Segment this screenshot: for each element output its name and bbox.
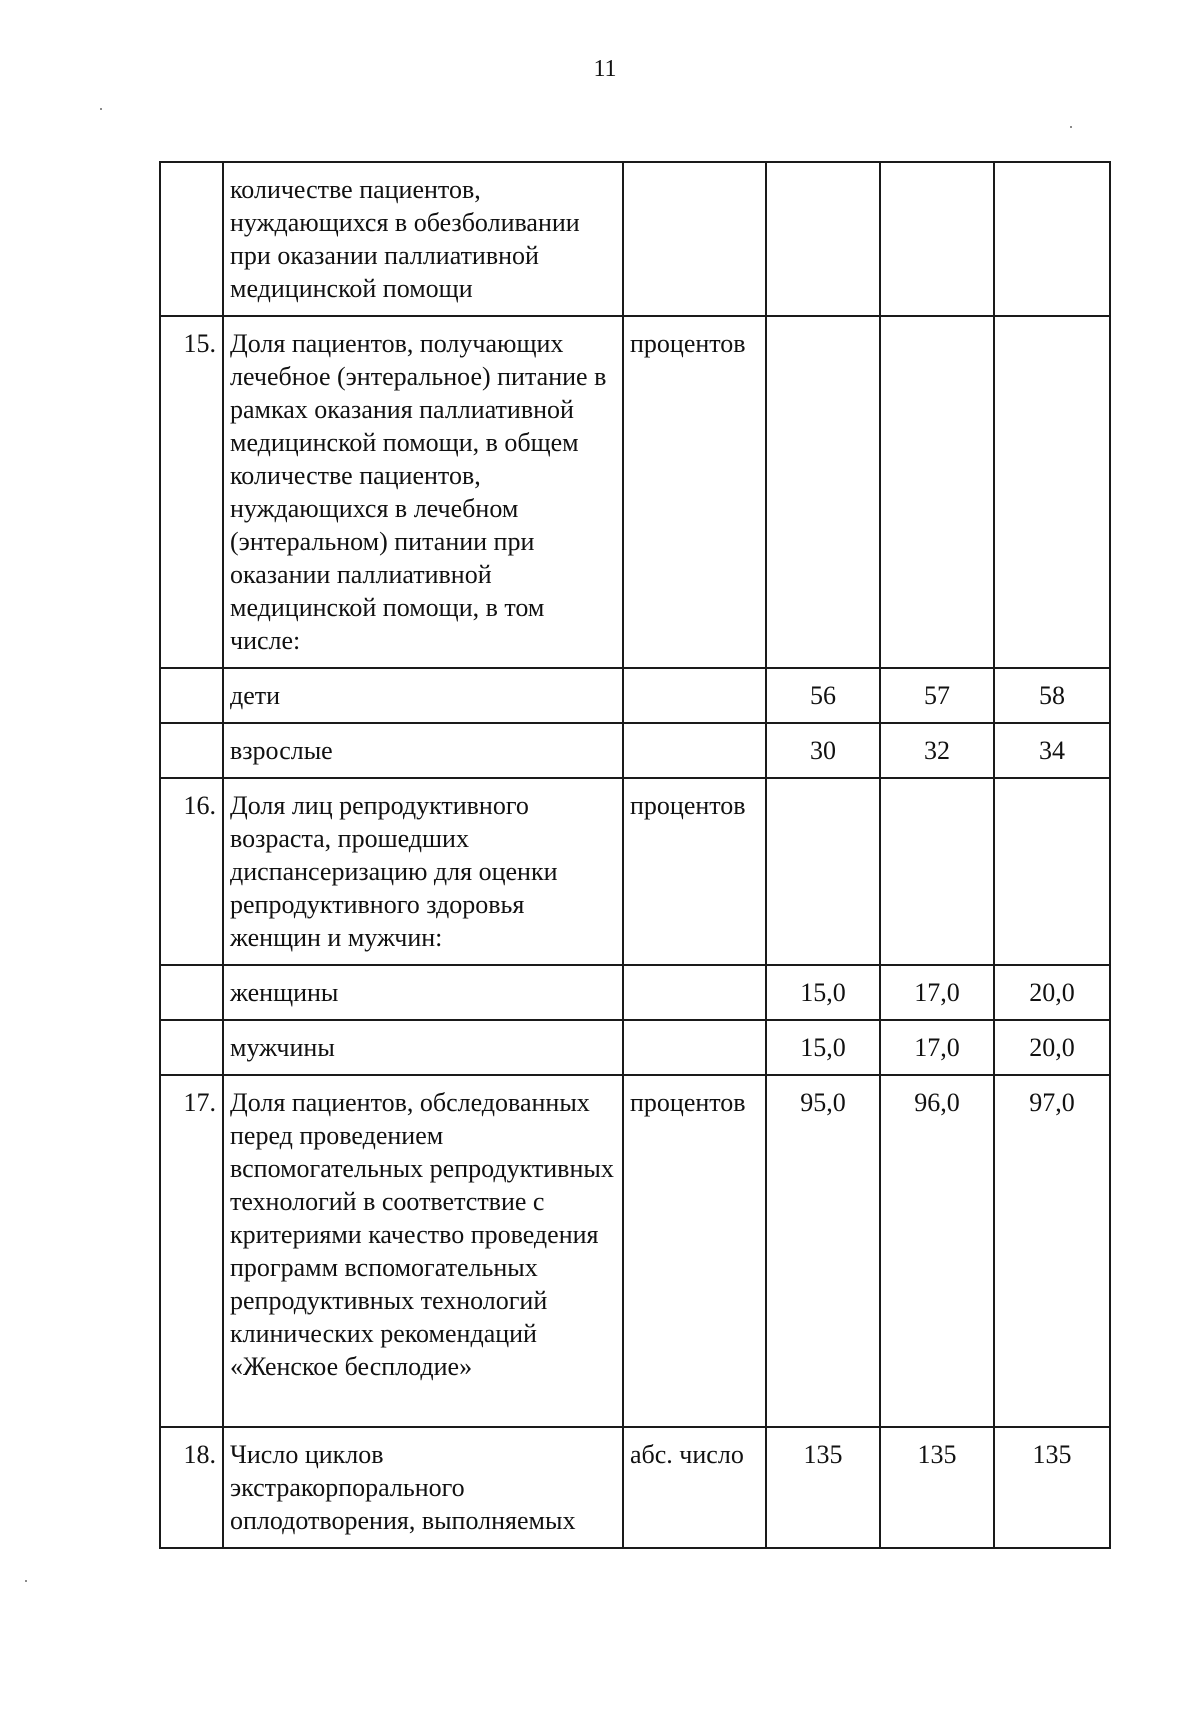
value-1 bbox=[766, 316, 880, 668]
row-number: 18. bbox=[160, 1427, 223, 1548]
value-3 bbox=[994, 162, 1110, 316]
value-3: 20,0 bbox=[994, 1020, 1110, 1075]
scan-speck bbox=[25, 1580, 27, 1582]
table-row bbox=[160, 1020, 1110, 1075]
table-row bbox=[160, 668, 1110, 723]
value-1: 30 bbox=[766, 723, 880, 778]
row-number bbox=[160, 668, 223, 723]
scan-speck bbox=[1070, 126, 1072, 128]
value-2 bbox=[880, 316, 994, 668]
table-row bbox=[160, 1075, 1110, 1427]
value-1: 15,0 bbox=[766, 965, 880, 1020]
value-1: 135 bbox=[766, 1427, 880, 1548]
indicator-unit bbox=[623, 1020, 766, 1075]
indicator-name: Доля пациентов, обследованных перед проведением вспомогательных репродуктивных технологий в соответствие с критериями качество проведения программ вспомогательных репродуктивных технологий клинических рекомендаций «Женское бесплодие» bbox=[223, 1075, 623, 1427]
value-1: 95,0 bbox=[766, 1075, 880, 1427]
table-row bbox=[160, 723, 1110, 778]
value-3 bbox=[994, 316, 1110, 668]
row-number bbox=[160, 965, 223, 1020]
indicator-name: Доля лиц репродуктивного возраста, прошедших диспансеризацию для оценки репродуктивного здоровья женщин и мужчин: bbox=[223, 778, 623, 965]
row-number: 15. bbox=[160, 316, 223, 668]
indicator-unit bbox=[623, 668, 766, 723]
value-3 bbox=[994, 778, 1110, 965]
indicator-unit: абс. число bbox=[623, 1427, 766, 1548]
row-number: 17. bbox=[160, 1075, 223, 1427]
indicator-name: дети bbox=[223, 668, 623, 723]
indicator-unit: процентов bbox=[623, 778, 766, 965]
indicator-name: взрослые bbox=[223, 723, 623, 778]
value-3: 20,0 bbox=[994, 965, 1110, 1020]
table-row bbox=[160, 965, 1110, 1020]
value-1 bbox=[766, 778, 880, 965]
row-number bbox=[160, 723, 223, 778]
value-2: 96,0 bbox=[880, 1075, 994, 1427]
value-2 bbox=[880, 162, 994, 316]
indicators-table-body bbox=[160, 162, 1110, 1548]
indicator-name: количестве пациентов, нуждающихся в обезболивании при оказании паллиативной медицинской помощи bbox=[223, 162, 623, 316]
indicator-name: мужчины bbox=[223, 1020, 623, 1075]
indicator-unit bbox=[623, 162, 766, 316]
row-number bbox=[160, 162, 223, 316]
value-2: 17,0 bbox=[880, 1020, 994, 1075]
value-2: 135 bbox=[880, 1427, 994, 1548]
value-2: 57 bbox=[880, 668, 994, 723]
table-row bbox=[160, 778, 1110, 965]
indicator-name: Доля пациентов, получающих лечебное (энтеральное) питание в рамках оказания паллиативной медицинской помощи, в общем количестве пациентов, нуждающихся в лечебном (энтеральном) питании при оказании паллиативной медицинской помощи, в том числе: bbox=[223, 316, 623, 668]
table-row bbox=[160, 316, 1110, 668]
value-3: 34 bbox=[994, 723, 1110, 778]
value-2: 17,0 bbox=[880, 965, 994, 1020]
value-1 bbox=[766, 162, 880, 316]
value-3: 58 bbox=[994, 668, 1110, 723]
indicator-unit: процентов bbox=[623, 316, 766, 668]
row-number: 16. bbox=[160, 778, 223, 965]
table-row bbox=[160, 1427, 1110, 1548]
value-2 bbox=[880, 778, 994, 965]
scan-speck bbox=[100, 108, 102, 110]
indicator-unit bbox=[623, 965, 766, 1020]
value-3: 97,0 bbox=[994, 1075, 1110, 1427]
indicator-unit: процентов bbox=[623, 1075, 766, 1427]
value-3: 135 bbox=[994, 1427, 1110, 1548]
value-1: 56 bbox=[766, 668, 880, 723]
value-1: 15,0 bbox=[766, 1020, 880, 1075]
page-number: 11 bbox=[593, 56, 617, 82]
indicator-name: Число циклов экстракорпорального оплодотворения, выполняемых bbox=[223, 1427, 623, 1548]
row-number bbox=[160, 1020, 223, 1075]
indicator-name: женщины bbox=[223, 965, 623, 1020]
indicator-unit bbox=[623, 723, 766, 778]
table-row bbox=[160, 162, 1110, 316]
indicators-table bbox=[159, 161, 1111, 1549]
value-2: 32 bbox=[880, 723, 994, 778]
